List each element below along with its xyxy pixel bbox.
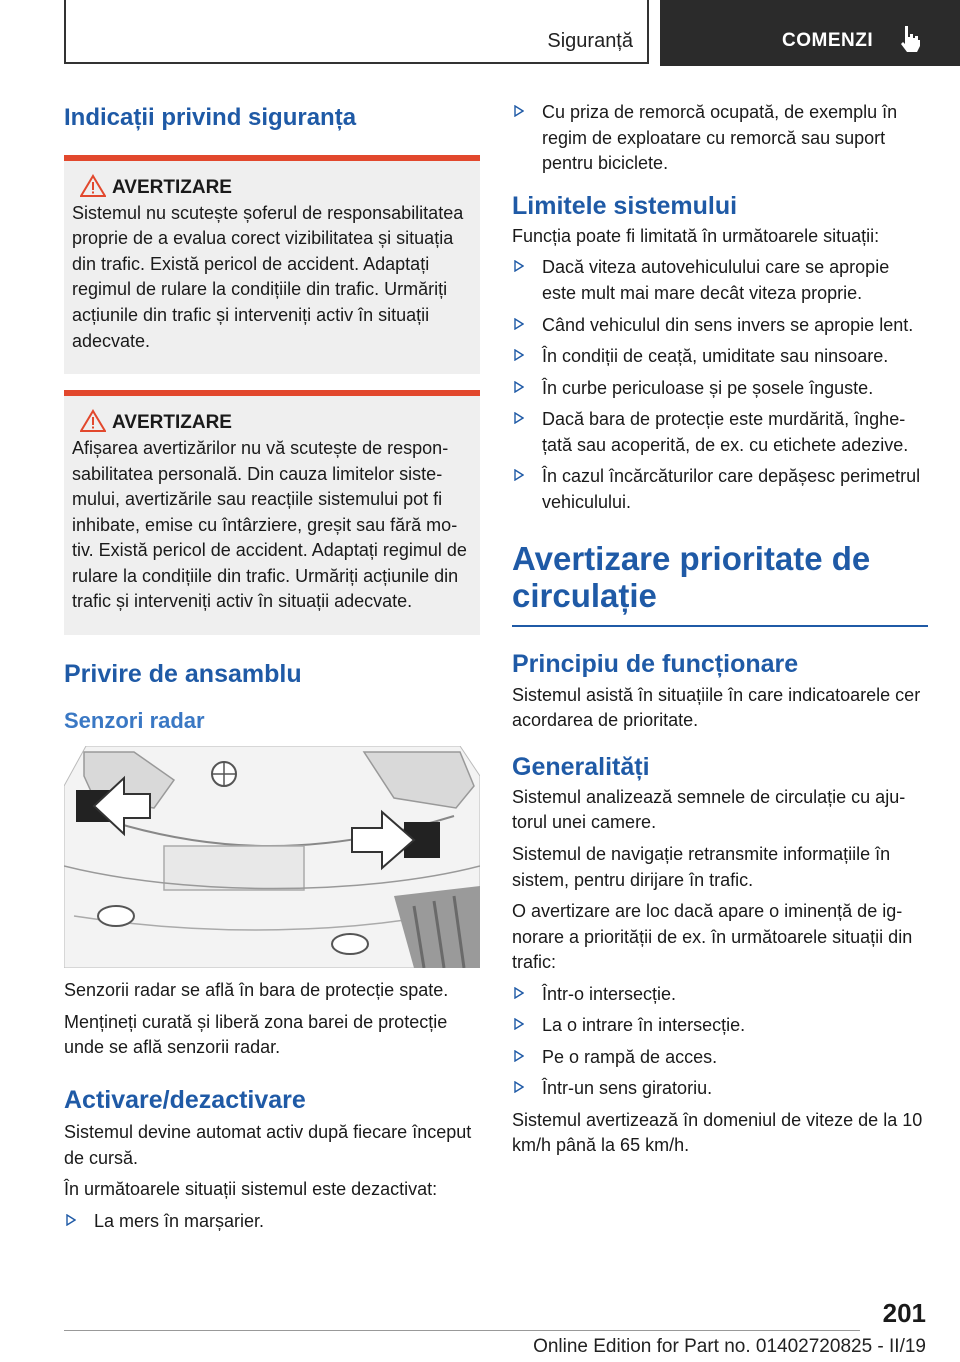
heading-priority-warning: Avertizare prioritate de circulație [512,540,871,615]
warning-triangle-icon [80,409,106,433]
bullet-triangle-icon [514,987,524,999]
list-item: Într-un sens giratoriu. [512,1076,928,1102]
paragraph: Senzorii radar se află în bara de protecție spate. [64,980,449,1001]
heading-general: Generalități [512,752,650,781]
paragraph: Sistemul avertizează în domeniul de viteze de la 10 km/h până la 65 km/h. [512,1109,923,1156]
page-number: 201 [882,1298,926,1328]
bullet-triangle-icon [514,412,524,424]
edition-note: Online Edition for Part no. 01402720825 - II/19 [533,1336,926,1357]
bullet-triangle-icon [514,1081,524,1093]
paragraph: Sistemul devine automat activ după fiecare început de cursă. [64,1122,472,1168]
warning-text: Afișarea avertizărilor nu vă scutește de responsabilitatea personală. Din cauza limitelor sistemului, avertizările sau reacțiile sistemului pot fi inhibate, emise cu întârziere, greșit sau fără motiv. Există pericol de accident. Adaptați regimul de rulare la condițiile din trafic. Urmăriți acțiunile din trafic și interveniți activ în situații adecvate. [72,438,467,612]
warning-title: AVERTIZARE [72,412,472,434]
bullet-triangle-icon [514,260,524,272]
warning-triangle-icon [80,174,106,198]
heading-activation: Activare/dezactivare [64,1085,306,1114]
list-item: În cazul încărcăturilor care depășesc perimetrul vehiculului. [512,464,928,515]
warning-title: AVERTIZARE [72,177,472,199]
list-item: Într-o intersecție. [512,982,928,1008]
right-column [512,100,928,1159]
heading-safety: Indicații privind siguranța [64,104,357,131]
paragraph: Sistemul asistă în situațiile în care indicatoarele cer acordarea de prioritate. [512,684,921,731]
list-limits [512,255,928,515]
warning-text: Sistemul nu scutește șoferul de responsabilitatea proprie de a evalua corect vizibilitatea și situația din trafic. Există pericol de accident. Adaptați regimul de rulare la condițiile din trafic. Urmăriți acțiunile din trafic și interveniți activ în situații adecvate. [72,202,464,351]
warning-box [64,390,480,635]
paragraph: Funcția poate fi limitată în următoarele situații: [512,225,880,246]
list-item: La o intrare în intersecție. [512,1013,928,1039]
list-item: Dacă bara de protecție este murdărită, înghețată sau acoperită, de ex. cu etichete adezive. [512,407,928,458]
hand-pointer-icon [896,24,924,54]
heading-overview: Privire de ansamblu [64,659,302,688]
heading-limits: Limitele sistemului [512,191,738,220]
bullet-triangle-icon [514,349,524,361]
list-item: Când vehiculul din sens invers se apropie lent. [512,313,928,339]
list-item: Cu priza de remorcă ocupată, de exemplu în regim de exploatare cu remorcă sau suport pentru biciclete. [512,100,928,177]
heading-radar: Senzori radar [64,708,205,734]
bullet-triangle-icon [66,1214,76,1226]
list-item: Pe o rampă de acces. [512,1045,928,1071]
paragraph: Mențineți curată și liberă zona barei de protecție unde se află senzorii radar. [64,1011,448,1058]
paragraph: În următoarele situații sistemul este dezactivat: [64,1179,438,1200]
list-top [512,100,928,177]
left-column [64,100,480,1234]
bullet-triangle-icon [514,1050,524,1062]
header-section-title: Siguranță [547,30,633,52]
footer-rule [64,1330,860,1331]
vehicle-rear-illustration [64,746,480,968]
bullet-triangle-icon [514,105,524,117]
paragraph: Sistemul analizează semnele de circulație cu ajutorul unei camere. [512,786,906,833]
heading-principle: Principiu de funcționare [512,650,799,679]
bullet-triangle-icon [514,469,524,481]
bullet-triangle-icon [514,381,524,393]
list-item: În condiții de ceață, umiditate sau ninsoare. [512,344,928,370]
bullet-triangle-icon [514,1018,524,1030]
list-general [512,982,928,1102]
tab-comenzi-label: COMENZI [782,30,874,51]
tab-comenzi[interactable] [660,0,960,66]
warning-box [64,155,480,374]
section-rule [512,625,928,627]
list-item: La mers în marșarier. [64,1209,480,1235]
paragraph: Sistemul de navigație retransmite informațiile în sistem, pentru dirijare în trafic. [512,843,891,890]
bullet-triangle-icon [514,318,524,330]
paragraph: O avertizare are loc dacă apare o iminență de ignorare a priorității de ex. în următoarele situații din trafic: [512,901,913,973]
list-item: Dacă viteza autovehiculului care se apropie este mult mai mare decât viteza proprie. [512,255,928,306]
list-item: În curbe periculoase și pe șosele înguste. [512,376,928,402]
list-activation [64,1209,480,1235]
header-section-box [64,0,649,64]
